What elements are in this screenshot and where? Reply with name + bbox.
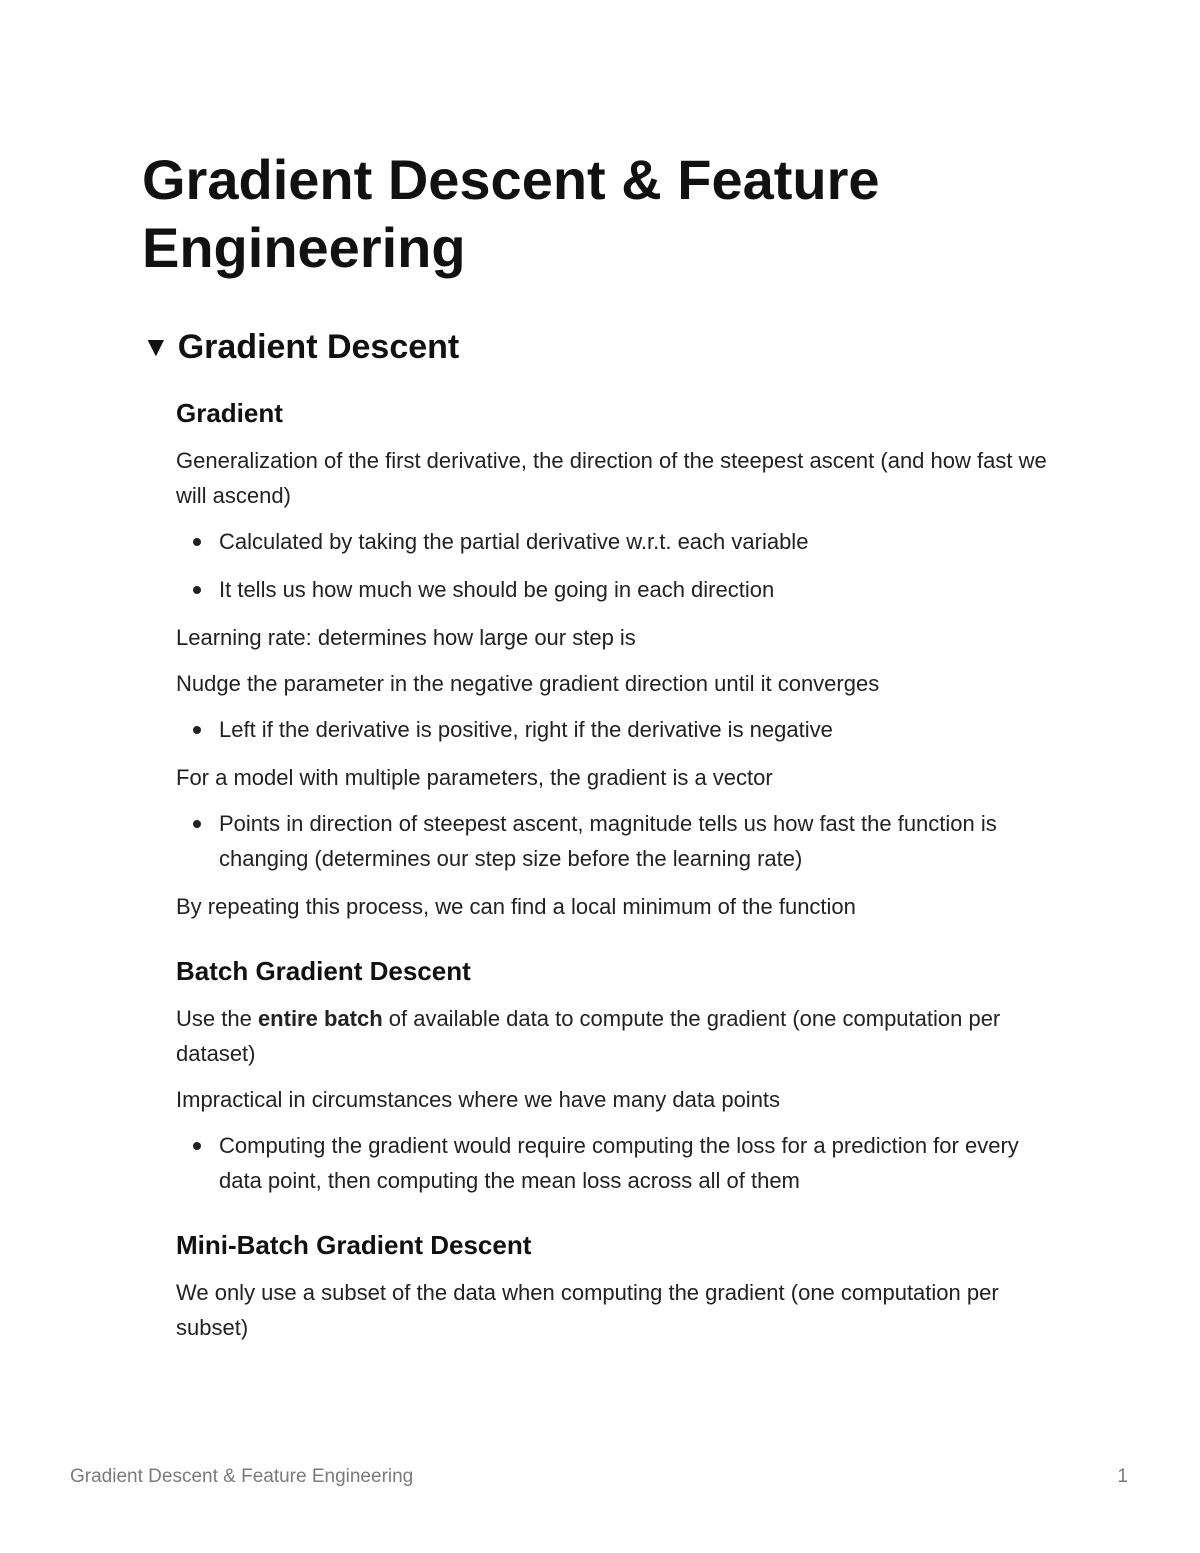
- toggle-heading-label: Gradient Descent: [177, 328, 460, 366]
- bullet-list: [176, 712, 1066, 747]
- paragraph: Generalization of the first derivative, the direction of the steepest ascent (and how fast we will ascend): [176, 448, 1047, 508]
- list-item: Left if the derivative is positive, right if the derivative is negative: [176, 712, 1066, 747]
- bullet-list: [176, 806, 1066, 876]
- text-run: of available data to compute the gradient (one computation per dataset): [176, 1006, 1001, 1066]
- paragraph: By repeating this process, we can find a local minimum of the function: [176, 894, 856, 919]
- list-item: It tells us how much we should be going in each direction: [176, 572, 1066, 607]
- toggle-heading-gradient-descent[interactable]: [142, 326, 459, 368]
- text-run: Use the: [176, 1006, 258, 1031]
- bullet-list: [176, 1128, 1066, 1198]
- paragraph: For a model with multiple parameters, the gradient is a vector: [176, 765, 773, 790]
- triangle-down-icon[interactable]: ▼: [142, 331, 170, 362]
- paragraph: We only use a subset of the data when computing the gradient (one computation per subset): [176, 1280, 999, 1340]
- paragraph: Impractical in circumstances where we have many data points: [176, 1087, 781, 1112]
- paragraph: Learning rate: determines how large our step is: [176, 625, 636, 650]
- page-title: Gradient Descent & Feature Engineering: [142, 148, 880, 279]
- list-item: Calculated by taking the partial derivative w.r.t. each variable: [176, 524, 1066, 559]
- paragraph: [176, 1001, 1066, 1071]
- bullet-list: [176, 524, 1066, 607]
- heading-mini-batch-gradient-descent: Mini-Batch Gradient Descent: [176, 1230, 532, 1260]
- list-item: Computing the gradient would require computing the loss for a prediction for every data point, then computing the mean loss across all of them: [176, 1128, 1066, 1198]
- list-item: Points in direction of steepest ascent, magnitude tells us how fast the function is changing (determines our step size before the learning rate): [176, 806, 1066, 876]
- heading-batch-gradient-descent: Batch Gradient Descent: [176, 956, 471, 986]
- bold-text: entire batch: [257, 1006, 383, 1031]
- page-number: 1: [1117, 1466, 1128, 1487]
- paragraph: Nudge the parameter in the negative gradient direction until it converges: [176, 671, 880, 696]
- footer-title: Gradient Descent & Feature Engineering: [70, 1466, 414, 1487]
- heading-gradient: Gradient: [176, 398, 283, 428]
- toggle-content: [176, 396, 1066, 1356]
